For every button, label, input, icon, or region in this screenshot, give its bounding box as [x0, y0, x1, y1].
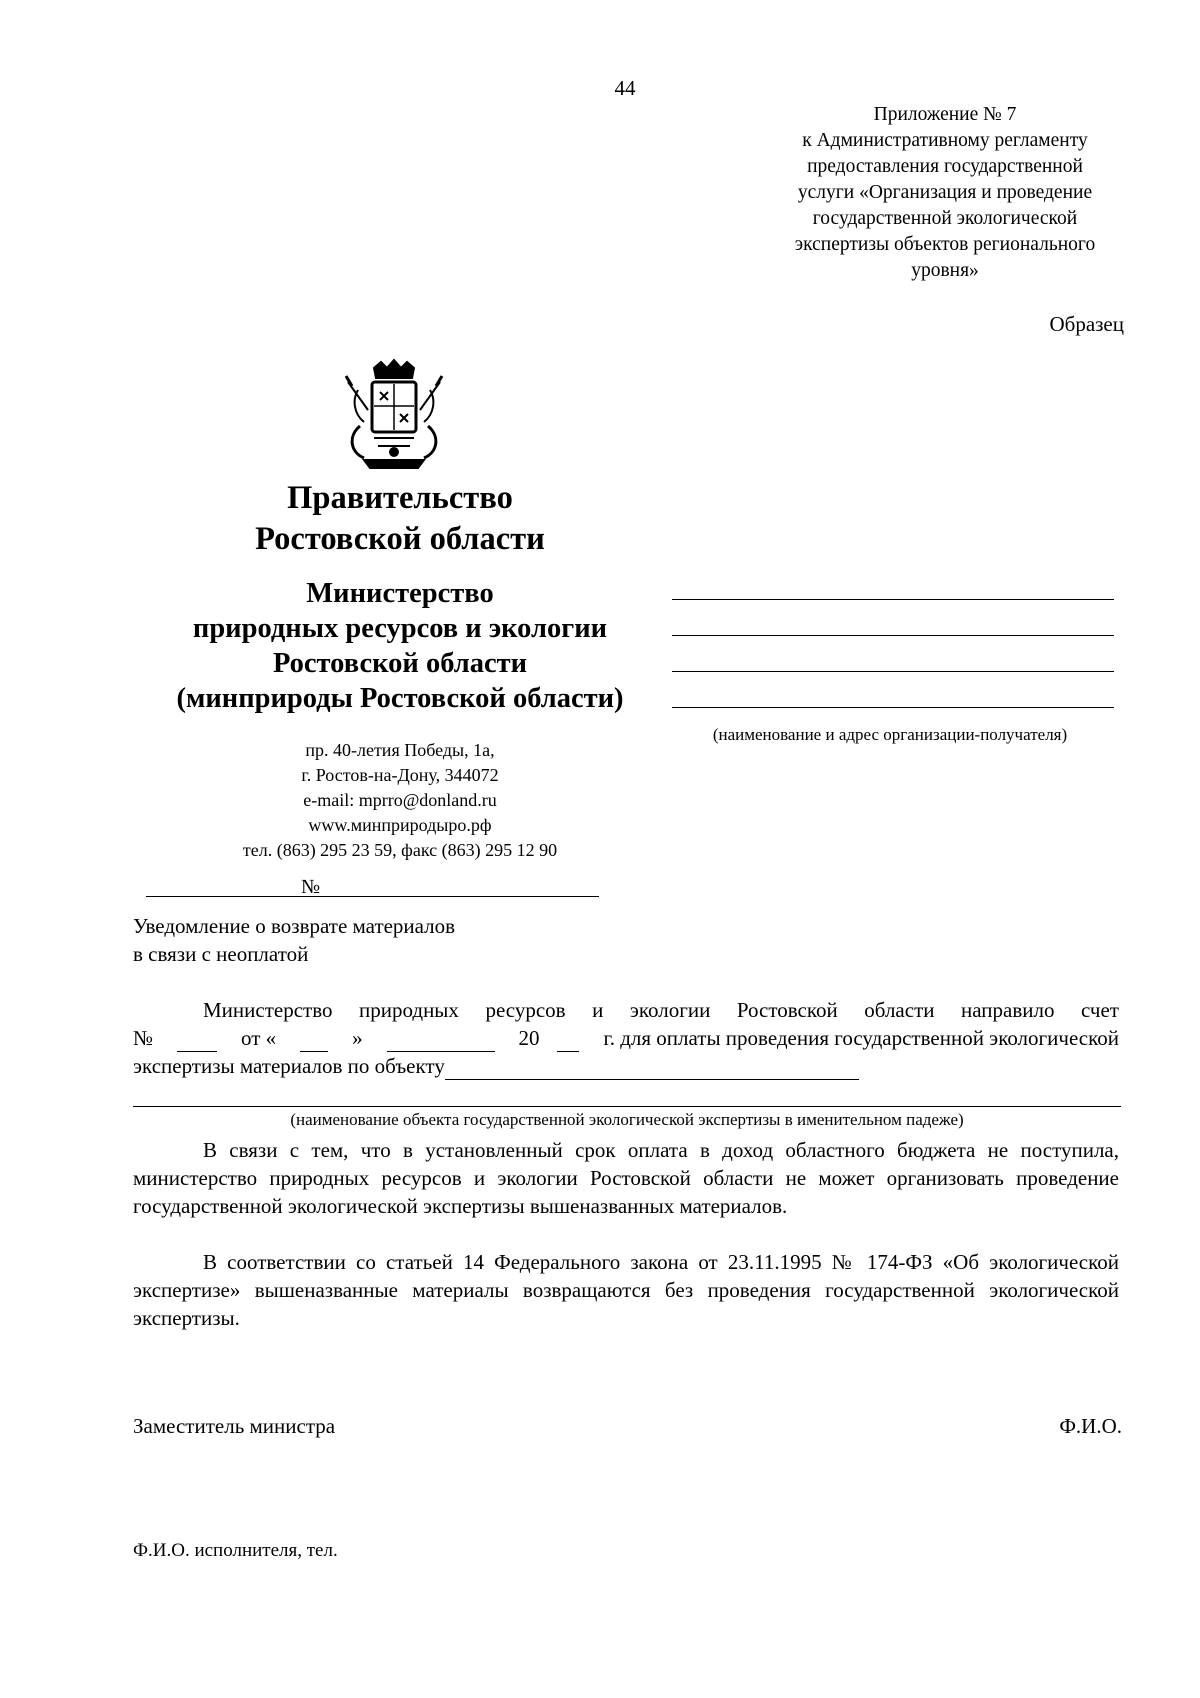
invoice-year-label: 20	[518, 1026, 540, 1050]
paragraph-line: Министерство природных ресурсов и экологии Ростовской области направило счет	[203, 998, 1119, 1022]
invoice-number-blank[interactable]	[177, 1031, 217, 1052]
signer-position: Заместитель министра	[133, 1414, 336, 1438]
invoice-rest: г. для оплаты проведения государственной экологической	[603, 1026, 1119, 1050]
address-email: e-mail: mprro@donland.ru	[303, 790, 497, 810]
ministry-line: природных ресурсов и экологии	[192, 613, 608, 644]
appendix-line: предоставления государственной	[807, 156, 1083, 177]
ministry-title	[80, 576, 720, 716]
invoice-quote-close: »	[352, 1026, 363, 1050]
government-line: Правительство	[287, 480, 513, 516]
ministry-address	[160, 738, 640, 863]
paragraph-invoice	[133, 996, 1119, 1080]
notice-title-line: Уведомление о возврате материалов	[133, 914, 456, 938]
sample-label: Образец	[1049, 312, 1124, 336]
executor-info: Ф.И.О. исполнителя, тел.	[133, 1540, 338, 1561]
appendix-line: Приложение № 7	[873, 104, 1017, 125]
invoice-no-label: №	[133, 1026, 154, 1050]
recipient-line[interactable]	[672, 672, 1114, 708]
address-website: www.минприродыро.рф	[308, 815, 492, 835]
paragraph-nonpayment: В связи с тем, что в установленный срок оплата в доход областного бюджета не поступила, министерство природных ресурсов и экологии Ростовской области не может организовать проведение государственной экологической экспертизы вышеназванных материалов.	[133, 1138, 1119, 1218]
signer-name: Ф.И.О.	[1059, 1414, 1122, 1438]
coat-of-arms-icon	[334, 356, 454, 476]
government-title	[140, 478, 660, 560]
object-line-row	[133, 1052, 1119, 1080]
appendix-note	[740, 102, 1150, 284]
ministry-line: Ростовской области	[272, 648, 528, 679]
ministry-line: Министерство	[306, 578, 494, 609]
address-city: г. Ростов-на-Дону, 344072	[301, 765, 499, 785]
notice-title	[133, 912, 455, 968]
appendix-line: государственной экологической	[812, 208, 1078, 229]
registration-line	[146, 876, 599, 897]
invoice-month-blank[interactable]	[387, 1031, 495, 1052]
paragraph-line: экспертизы материалов по объекту	[133, 1054, 445, 1078]
government-line: Ростовской области	[255, 521, 545, 557]
notice-title-line: в связи с неоплатой	[133, 942, 309, 966]
page-number: 44	[614, 76, 636, 100]
appendix-line: к Административному регламенту	[802, 130, 1088, 151]
address-street: пр. 40-летия Победы, 1а,	[305, 740, 495, 760]
paragraph-return: В соответствии со статьей 14 Федерального закона от 23.11.1995 № 174-ФЗ «Об экологической экспертизе» вышеназванные материалы возвращаются без проведения государственной экологической экспертизы.	[133, 1250, 1119, 1330]
number-blank[interactable]	[321, 876, 599, 897]
appendix-line: экспертизы объектов регионального	[794, 234, 1096, 255]
invoice-day-blank[interactable]	[300, 1031, 328, 1052]
date-blank[interactable]	[146, 876, 300, 897]
invoice-fields-line	[133, 1024, 1119, 1052]
appendix-line: уровня»	[911, 260, 979, 281]
invoice-from-label: от «	[240, 1026, 277, 1050]
appendix-line: услуги «Организация и проведение	[797, 182, 1093, 203]
recipient-line[interactable]	[672, 592, 1114, 600]
recipient-lines[interactable]	[672, 592, 1114, 708]
object-name-blank[interactable]	[445, 1059, 859, 1080]
recipient-line[interactable]	[672, 600, 1114, 636]
object-caption: (наименование объекта государственной экологической экспертизы в именительном падеже)	[290, 1110, 964, 1129]
invoice-year-blank[interactable]	[557, 1031, 579, 1052]
recipient-caption: (наименование и адрес организации-получателя)	[712, 725, 1068, 744]
ministry-line: (минприроды Ростовской области)	[176, 683, 624, 714]
address-phone: тел. (863) 295 23 59, факс (863) 295 12 90	[242, 840, 558, 860]
recipient-line[interactable]	[672, 636, 1114, 672]
object-name-line[interactable]	[133, 1106, 1121, 1107]
number-sign: №	[301, 876, 321, 898]
